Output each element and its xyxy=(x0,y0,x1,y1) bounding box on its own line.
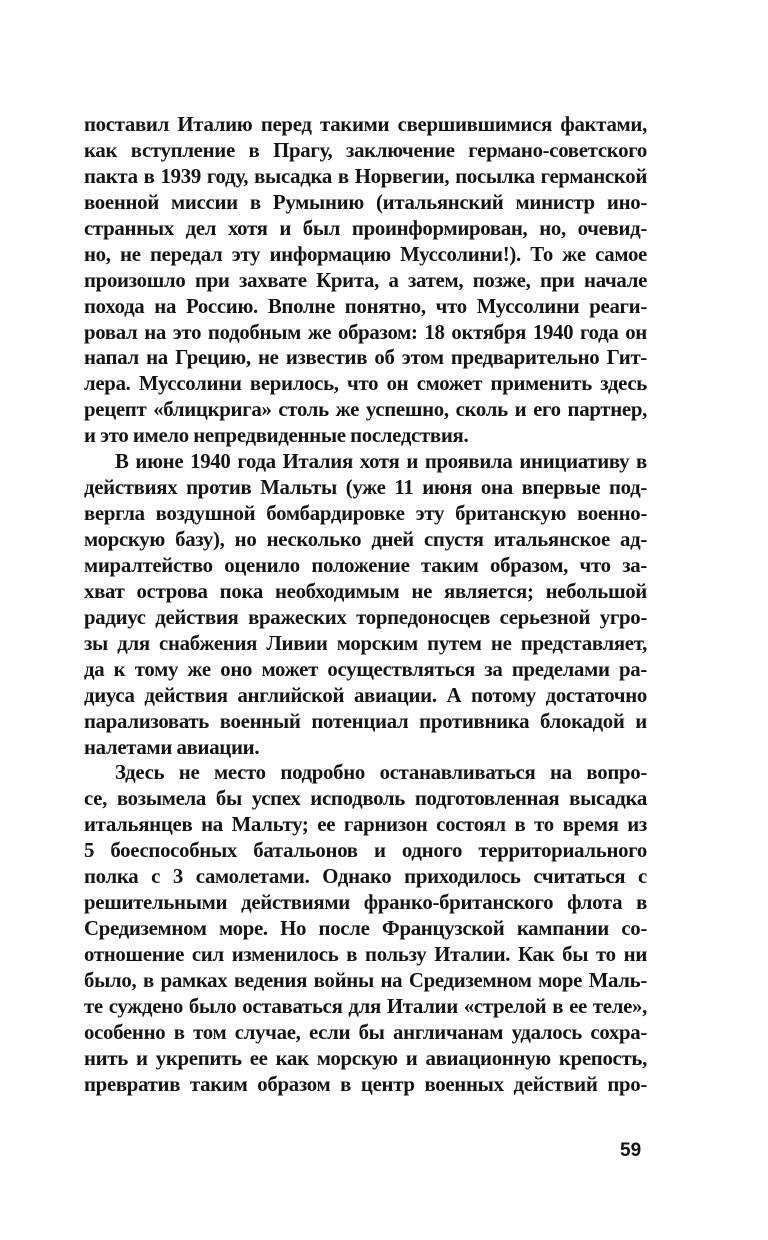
text-line: действиях против Мальты (уже 11 июня она впервые под- xyxy=(84,476,647,500)
text-line: и это имело непредвиденные последствия. xyxy=(84,424,469,448)
paragraph-1 xyxy=(84,112,647,449)
text-line: рецепт «блицкрига» столь же успешно, сколь и его партнер, xyxy=(84,398,647,422)
text-line: да к тому же оно может осуществляться за пределами ра- xyxy=(84,657,647,681)
text-line: нить и укрепить ее как морскую и авиационную крепость, xyxy=(84,1046,647,1070)
text-line: превратив таким образом в центр военных действий про- xyxy=(84,1072,647,1096)
text-line: 5 боеспособных батальонов и одного территориального xyxy=(84,839,647,863)
text-line: полка с 3 самолетами. Однако приходилось считаться с xyxy=(84,865,647,889)
text-line: морскую базу), но несколько дней спустя итальянское ад- xyxy=(84,528,647,551)
text-line: произошло при захвате Крита, а затем, позже, при начале xyxy=(84,268,647,292)
text-line: отношение сил изменилось в пользу Италии. Как бы то ни xyxy=(84,943,647,966)
text-line: похода на Россию. Вполне понятно, что Муссолини реаги- xyxy=(84,294,647,318)
text-line: было, в рамках ведения войны на Средиземном море Маль- xyxy=(84,968,647,992)
text-line: особенно в том случае, если бы англичанам удалось сохра- xyxy=(84,1020,647,1044)
text-line: диуса действия английской авиации. А потому достаточно xyxy=(84,683,647,707)
text-line: лера. Муссолини верилось, что он сможет применить здесь xyxy=(84,372,647,396)
text-line: те суждено было оставаться для Италии «стрелой в ее теле», xyxy=(84,994,647,1018)
text-line: пакта в 1939 году, высадка в Норвегии, посылка германской xyxy=(84,164,647,188)
text-line: поставил Италию перед такими свершившимися фактами, xyxy=(84,113,647,136)
text-line: миралтейство оценило положение таким образом, что за- xyxy=(84,553,647,577)
text-line: радиус действия вражеских торпедоносцев серьезной угро- xyxy=(84,605,647,629)
text-line: Здесь не место подробно останавливаться на вопро- xyxy=(115,761,647,785)
page-number: 59 xyxy=(620,1140,642,1161)
text-line: ровал на это подобным же образом: 18 октября 1940 года он xyxy=(84,320,647,344)
text-line: зы для снабжения Ливии морским путем не представляет, xyxy=(84,631,647,655)
text-line: се, возымела бы успех исподволь подготовленная высадка xyxy=(84,787,647,811)
text-line: военной миссии в Румынию (итальянский министр ино- xyxy=(84,190,647,214)
text-line: налетами авиации. xyxy=(84,735,260,759)
text-line: В июне 1940 года Италия хотя и проявила инициативу в xyxy=(115,450,647,474)
text-line: странных дел хотя и был проинформирован, но, очевид- xyxy=(84,216,647,240)
body-text xyxy=(84,112,647,1098)
paragraph-3 xyxy=(84,760,647,1097)
text-line: Средиземном море. Но после Французской кампании со- xyxy=(84,917,647,941)
text-line: как вступление в Прагу, заключение германо-советского xyxy=(84,138,647,162)
text-line: хват острова пока необходимым не является; небольшой xyxy=(84,579,647,603)
paragraph-2 xyxy=(84,449,647,760)
text-line: решительными действиями франко-британского флота в xyxy=(84,891,647,915)
text-line: вергла воздушной бомбардировке эту британскую военно- xyxy=(84,502,647,526)
text-line: но, не передал эту информацию Муссолини!). То же самое xyxy=(84,242,647,266)
text-line: парализовать военный потенциал противника блокадой и xyxy=(84,709,647,733)
text-line: напал на Грецию, не известив об этом предварительно Гит- xyxy=(84,346,647,370)
text-line: итальянцев на Мальту; ее гарнизон состоял в то время из xyxy=(84,813,647,837)
